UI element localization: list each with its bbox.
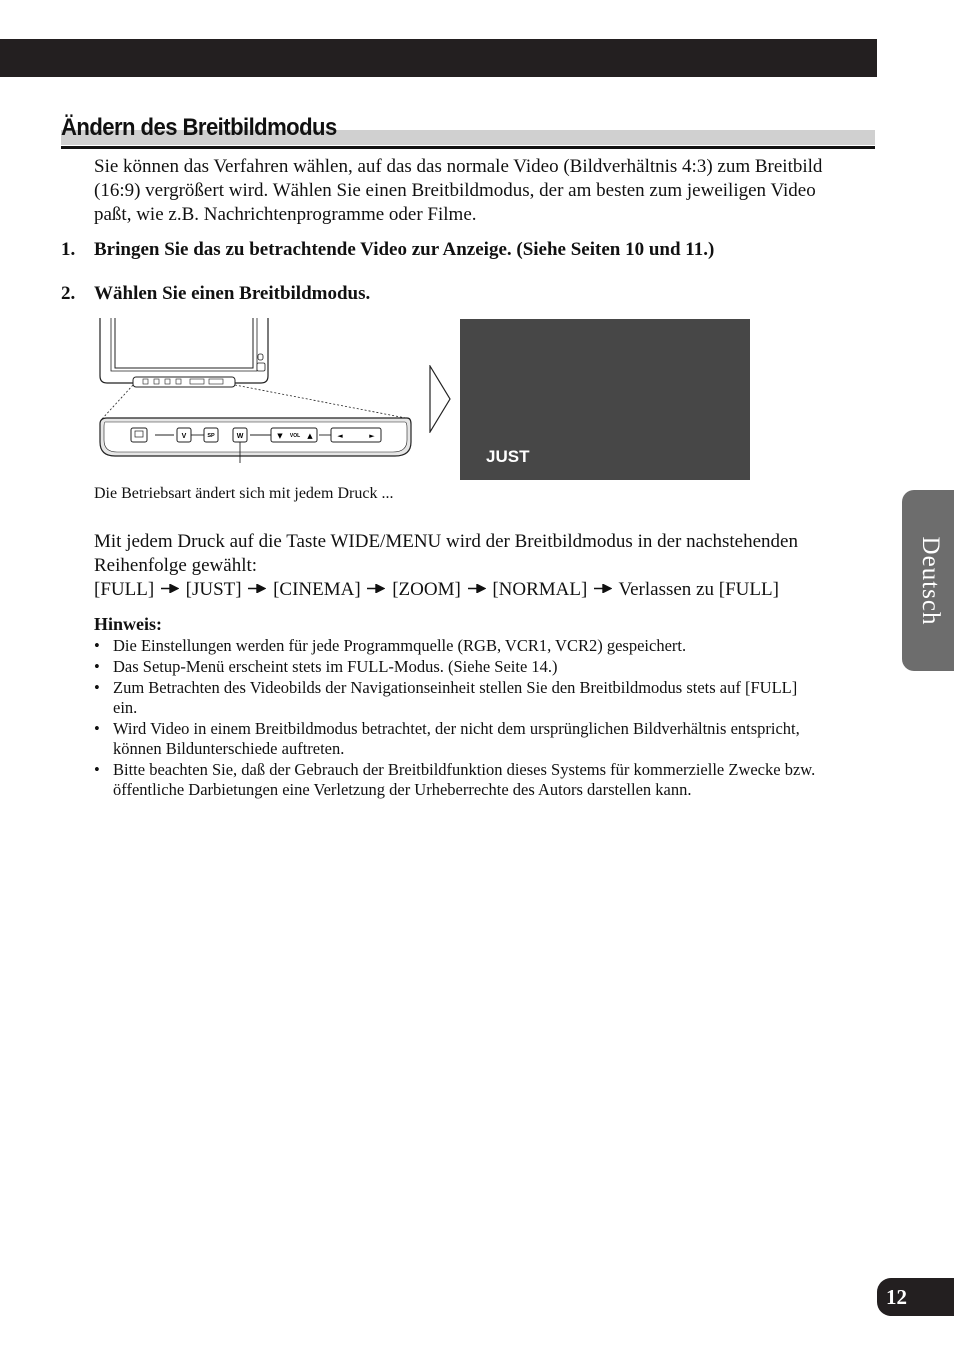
heading-rule xyxy=(61,146,875,149)
mode-full: [FULL] xyxy=(94,579,155,600)
mode-sequence xyxy=(94,579,779,600)
screen-preview xyxy=(460,319,750,480)
notes-title: Hinweis: xyxy=(94,614,163,634)
mode-zoom: [ZOOM] xyxy=(392,579,461,600)
step-text: Wählen Sie einen Breitbildmodus. xyxy=(94,283,371,304)
left-arrow-icon: ◄ xyxy=(337,432,343,440)
sp-button-label: SP xyxy=(207,433,215,439)
w-button-label: W xyxy=(236,433,244,440)
screen-mode-label: JUST xyxy=(486,447,530,466)
zoom-leader-right xyxy=(235,385,411,419)
vol-up-icon: ▲ xyxy=(307,432,313,440)
list-item: • Zum Betrachten des Videobilds der Navigationseinheit stellen Sie den Breitbildmodus stets auf [FULL] ein. xyxy=(94,678,824,718)
next-arrow-icon xyxy=(428,365,452,433)
mode-cinema: [CINEMA] xyxy=(273,579,361,600)
list-item: • Bitte beachten Sie, daß der Gebrauch der Breitbildfunktion dieses Systems für kommerzielle Zwecke bzw. öffentliche Darbietungen eine Verletzung der Urheberrechte des Autors darstellen kann. xyxy=(94,760,824,800)
mode-normal: [NORMAL] xyxy=(492,579,588,600)
arrow-right-icon xyxy=(161,584,179,593)
mode-exit: Verlassen zu [FULL] xyxy=(618,579,779,600)
mode-description xyxy=(94,530,864,602)
language-tab-label: Deutsch xyxy=(917,536,944,625)
list-item: • Die Einstellungen werden für jede Programmquelle (RGB, VCR1, VCR2) gespeichert. xyxy=(94,636,824,656)
step-text: Bringen Sie das zu betrachtende Video zur Anzeige. (Siehe Seiten 10 und 11.) xyxy=(94,239,715,260)
section-heading xyxy=(61,112,875,149)
vol-label: VOL xyxy=(289,433,301,439)
vol-down-icon: ▼ xyxy=(277,432,283,440)
step-number: 2. xyxy=(61,283,76,304)
arrow-right-icon xyxy=(468,584,486,593)
page-title: Ändern des Breitbildmodus xyxy=(61,114,337,141)
step-1 xyxy=(61,239,714,261)
list-item: • Das Setup-Menü erscheint stets im FULL-Modus. (Siehe Seite 14.) xyxy=(94,657,824,677)
step-2 xyxy=(61,283,370,305)
mode-description-text: Mit jedem Druck auf die Taste WIDE/MENU wird der Breitbildmodus in der nachstehenden Reihenfolge gewählt: xyxy=(94,531,798,576)
v-button-label: V xyxy=(181,433,187,440)
arrow-right-icon xyxy=(367,584,385,593)
monitor-body xyxy=(100,318,268,387)
zoom-leader-left xyxy=(102,385,133,419)
mode-just: [JUST] xyxy=(185,579,242,600)
monitor-button xyxy=(131,428,147,442)
notes-list xyxy=(94,636,824,801)
figure-caption: Die Betriebsart ändert sich mit jedem Druck ... xyxy=(94,485,394,502)
list-item: • Wird Video in einem Breitbildmodus betrachtet, der nicht dem ursprünglichen Bildverhältnis entspricht, können Bildunterschiede auftreten. xyxy=(94,719,824,759)
intro-paragraph: Sie können das Verfahren wählen, auf das das normale Video (Bildverhältnis 4:3) zum Breitbild (16:9) vergrößert wird. Wählen Sie einen Breitbildmodus, der am besten zum jeweiligen Video paßt, wie z.B. Nachrichtenprogramme oder Filme. xyxy=(94,156,823,225)
arrow-right-icon xyxy=(594,584,612,593)
header-bar xyxy=(0,39,877,77)
control-strip xyxy=(100,418,411,463)
monitor-illustration xyxy=(95,318,455,463)
language-tab xyxy=(902,490,954,671)
page-number: 12 xyxy=(877,1278,954,1316)
arrow-right-icon xyxy=(248,584,266,593)
right-arrow-icon: ► xyxy=(369,432,375,440)
step-number: 1. xyxy=(61,239,76,260)
